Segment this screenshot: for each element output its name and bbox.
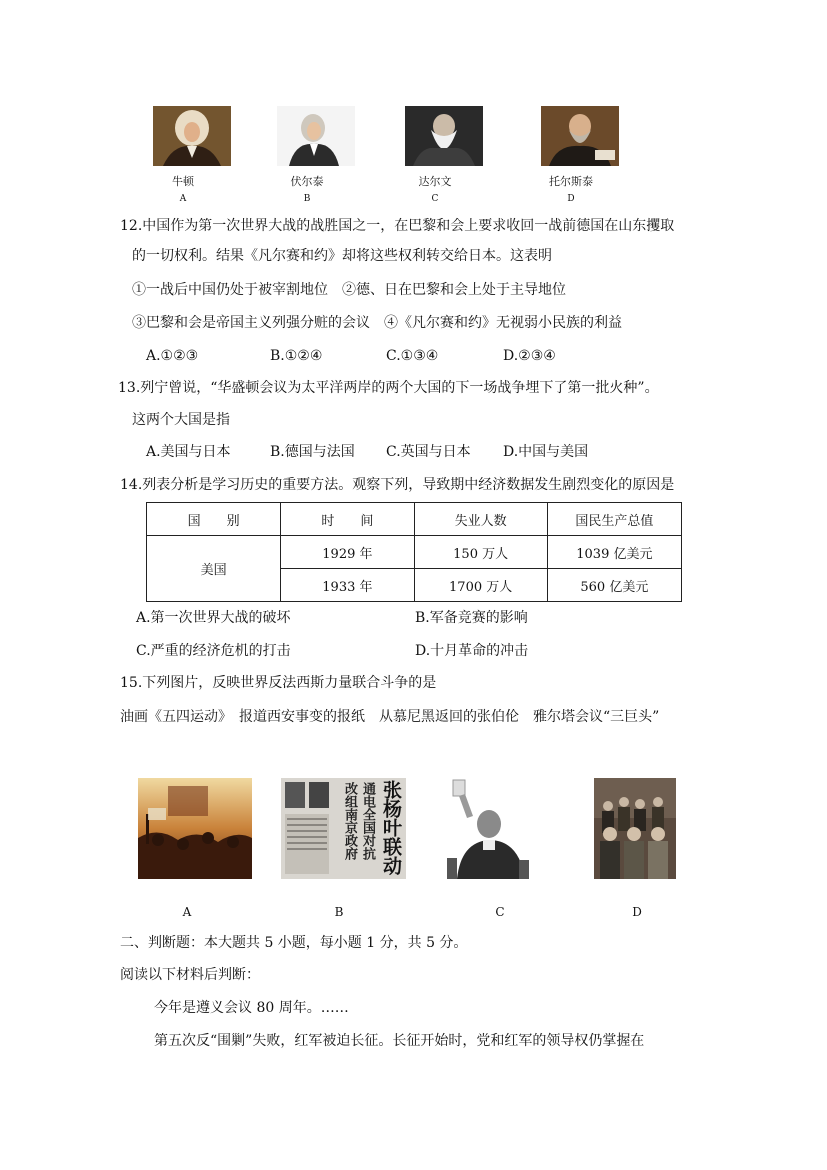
table-cell: 1700 万人 [414, 569, 547, 602]
q13-option-c: C.英国与日本 [386, 444, 471, 460]
table-header-row [147, 503, 682, 536]
q12-stem-line1: 12.中国作为第一次世界大战的战胜国之一，在巴黎和会上要求收回一战前德国在山东攫取 [120, 218, 675, 234]
q14-stem: 14.列表分析是学习历史的重要方法。观察下列，导致期中经济数据发生剧烈变化的原因是 [120, 477, 675, 493]
xian-incident-newspaper-image [281, 778, 406, 879]
table-cell: 1929 年 [281, 536, 414, 569]
q12-option-a: A.①②③ [146, 348, 199, 364]
q12-option-d: D.②③④ [503, 348, 556, 364]
q12-stem-line2: 的一切权利。结果《凡尔赛和约》却将这些权利转交给日本。这表明 [132, 248, 552, 264]
chamberlain-munich-image [437, 778, 537, 879]
section2-paragraph-1: 今年是遵义会议 80 周年。…… [154, 1000, 349, 1016]
portrait-caption-newton: 牛顿 [172, 175, 194, 188]
table-cell: 1039 亿美元 [547, 536, 681, 569]
portrait-caption-darwin: 达尔文 [418, 175, 452, 188]
q15-letter-c: C [495, 905, 505, 919]
section2-paragraph-2: 第五次反“围剿”失败，红军被迫长征。长征开始时，党和红军的领导权仍掌握在 [154, 1033, 645, 1049]
q14-option-a: A.第一次世界大战的破坏 [136, 610, 291, 626]
table-cell: 560 亿美元 [547, 569, 681, 602]
newspaper-headline-1: 张杨叶联动 [380, 780, 402, 875]
portrait-caption-voltaire: 伏尔泰 [290, 175, 324, 188]
economic-data-table [146, 502, 682, 602]
table-cell: 150 万人 [414, 536, 547, 569]
q13-stem-line2: 这两个大国是指 [132, 412, 230, 428]
q12-option-b: B.①②④ [270, 348, 323, 364]
q15-stem: 15.下列图片，反映世界反法西斯力量联合斗争的是 [120, 675, 437, 691]
table-header-cell: 国 别 [147, 503, 281, 536]
q15-letter-b: B [334, 905, 344, 919]
q15-letter-d: D [632, 905, 642, 919]
yalta-big-three-image [594, 778, 676, 879]
q12-statements-line1: ①一战后中国仍处于被宰割地位 ②德、日在巴黎和会上处于主导地位 [132, 282, 566, 298]
darwin-portrait-image [405, 106, 483, 166]
q14-option-d: D.十月革命的冲击 [415, 643, 529, 659]
q14-option-c: C.严重的经济危机的打击 [136, 643, 291, 659]
q14-option-b: B.军备竞赛的影响 [415, 610, 528, 626]
table-header-cell: 失业人数 [414, 503, 547, 536]
q12-statements-line2: ③巴黎和会是帝国主义列强分赃的会议 ④《凡尔赛和约》无视弱小民族的利益 [132, 315, 622, 331]
voltaire-portrait-image [277, 106, 355, 166]
newspaper-headline-2: 通电全国对抗 [360, 782, 375, 860]
section2-title: 二、判断题：本大题共 5 小题，每小题 1 分，共 5 分。 [120, 935, 468, 951]
table-header-cell: 国民生产总值 [547, 503, 681, 536]
portrait-letter-d: D [567, 194, 575, 204]
newspaper-headline-3: 改组南京政府 [342, 782, 357, 860]
portrait-caption-tolstoy: 托尔斯泰 [549, 175, 593, 188]
portrait-letter-c: C [431, 194, 439, 204]
q13-option-a: A.美国与日本 [146, 444, 231, 460]
section2-intro: 阅读以下材料后判断： [120, 967, 260, 983]
q13-stem-line1: 13.列宁曾说，“华盛顿会议为太平洋两岸的两个大国的下一场战争埋下了第一批火种”。 [118, 380, 659, 396]
q13-option-b: B.德国与法国 [270, 444, 355, 460]
newton-portrait-image [153, 106, 231, 166]
portrait-letter-b: B [303, 194, 311, 204]
portrait-letter-a: A [179, 194, 187, 204]
q15-image-captions: 油画《五四运动》 报道西安事变的报纸 从慕尼黑返回的张伯伦 雅尔塔会议“三巨头” [120, 709, 660, 725]
q13-option-d: D.中国与美国 [503, 444, 589, 460]
q12-option-c: C.①③④ [386, 348, 439, 364]
table-header-cell: 时 间 [281, 503, 414, 536]
table-cell: 1933 年 [281, 569, 414, 602]
tolstoy-portrait-image [541, 106, 619, 166]
table-row [147, 536, 682, 569]
may-fourth-painting-image [138, 778, 252, 879]
table-cell-country: 美国 [147, 536, 281, 602]
q15-letter-a: A [182, 905, 192, 919]
